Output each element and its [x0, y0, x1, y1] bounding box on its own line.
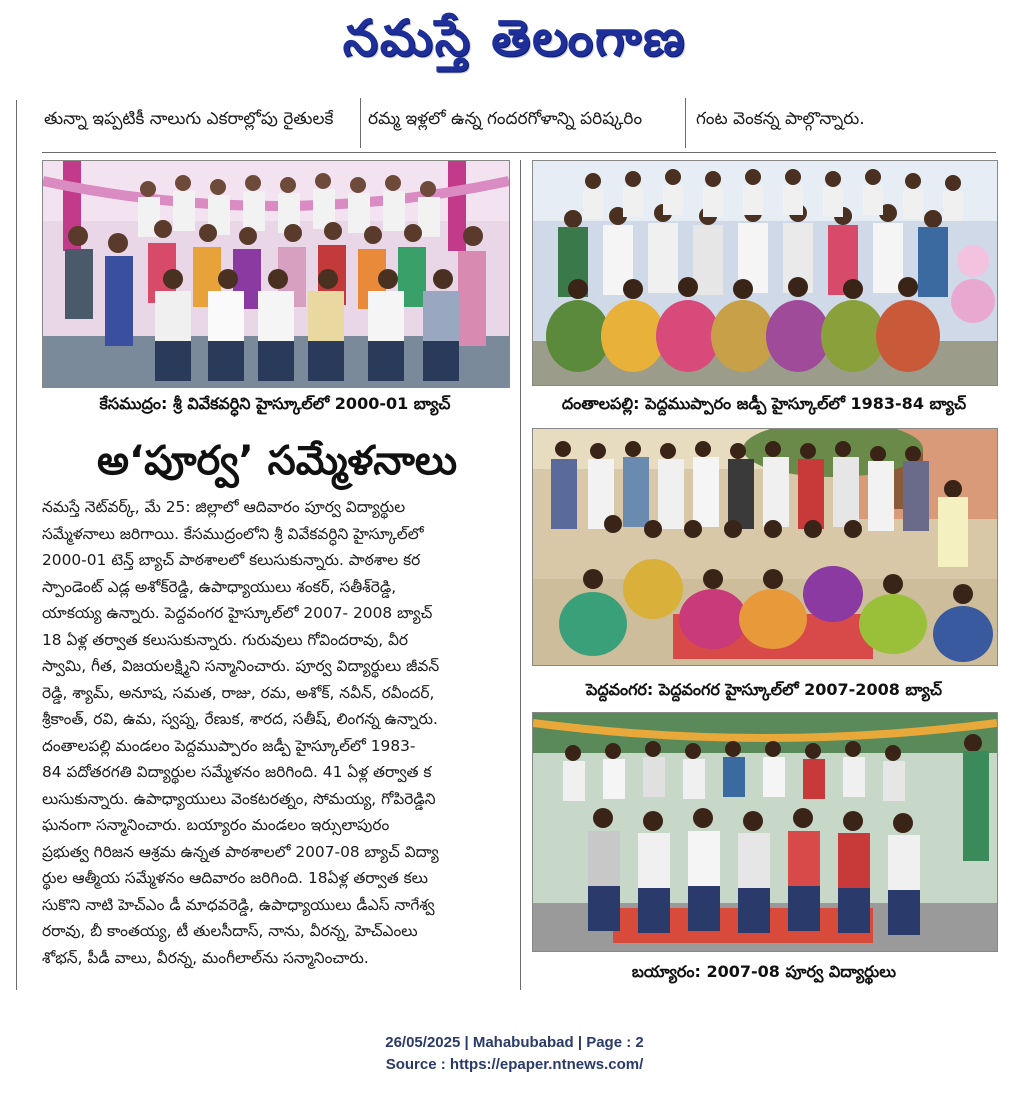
previous-article-strip — [40, 92, 998, 152]
article-line: ప్రభుత్వ గిరిజన ఆశ్రమ ఉన్నత పాఠశాలలో 2007-08 బ్యాచ్ విద్యా — [42, 842, 439, 861]
prev-column-2-line: రమ్మ ఇళ్లలో ఉన్న గందరగోళాన్ని పరిష్కరిం — [368, 109, 643, 129]
masthead — [0, 0, 1029, 88]
column-divider — [520, 160, 521, 990]
prev-column-3-line: గంట వెంకన్న పాల్గొన్నారు. — [696, 109, 865, 129]
article-line: 84 పదోతరగతి విద్యార్థుల సమ్మేళనం జరిగింది. 41 ఏళ్ల తర్వాత క — [42, 763, 432, 781]
article-line: శోభన్, పీడీ వాలు, వీరన్న, మంగీలాల్‌ను సన్మానించారు. — [42, 948, 369, 967]
column-divider — [360, 98, 361, 148]
article-line: ర్థుల ఆత్మీయ సమ్మేళనం ఆదివారం జరిగింది. 18ఏళ్ల తర్వాత కలు — [42, 869, 428, 887]
article-line: సుకొని నాటి హెచ్‌ఎం డీ మాధవరెడ్డి, ఉపాధ్యాయులు డీఎస్ నాగేశ్వ — [42, 895, 435, 914]
article-line: శ్రీకాంత్, రవి, ఉమ, స్వప్న, రేణుక, శారద, సతీష్, లింగన్న ఉన్నారు. — [42, 710, 438, 728]
footer-source-link[interactable]: Source : https://epaper.ntnews.com/ — [385, 1056, 644, 1073]
article-line: స్పాండెంట్ ఎడ్ల అశోక్‌రెడ్డి, ఉపాధ్యాయులు శంకర్, సతీశ్‌రెడ్డి, — [42, 577, 397, 596]
article-line: 2000-01 టెన్త్ బ్యాచ్ పాఠశాలలో కలుసుకున్నారు. పాఠశాల కర — [42, 551, 421, 569]
column-divider — [685, 98, 686, 148]
article-line: లుసుకున్నారు. ఉపాధ్యాయులు వెంకటరత్నం, సోమయ్య, గోపిరెడ్డిని — [42, 789, 436, 808]
prev-column-2 — [368, 92, 668, 148]
page-footer — [0, 1032, 1029, 1076]
article-line: సమ్మేళనాలు జరిగాయి. కేసముద్రంలోని శ్రీ వివేకవర్ధిని హైస్కూల్‌లో — [42, 524, 424, 543]
photo-caption-peddavangara: పెద్దవంగర: పెద్దవంగర హైస్కూల్‌లో 2007-2008 బ్యాచ్ — [585, 680, 943, 699]
article-headline: అ‘పూర్వ’ సమ్మేళనాలు — [96, 438, 458, 484]
article-line: స్వామి, గీత, విజయలక్ష్మిని సన్మానించారు. పూర్వ విద్యార్థులు జీవన్ — [42, 657, 440, 675]
photo-caption-kesamudram: కేసముద్రం: శ్రీ వివేకవర్ధిని హైస్కూల్‌లో 2000-01 బ్యాచ్ — [99, 394, 451, 413]
photo-caption-danthalapalli: దంతాలపల్లి: పెద్దముప్పారం జడ్పీ హైస్కూల్‌లో 1983-84 బ్యాచ్ — [561, 394, 967, 413]
article-body — [42, 494, 512, 994]
article-line: దంతాలపల్లి మండలం పెద్దముప్పారం జడ్పీ హైస్కూల్‌లో 1983- — [42, 736, 416, 755]
article-line: 18 ఏళ్ల తర్వాత కలుసుకున్నారు. గురువులు గోవిందరావు, వీర — [42, 630, 409, 649]
prev-column-1 — [44, 92, 354, 148]
photo-bayyaram — [532, 712, 998, 952]
article-line: నమస్తే నెట్‌వర్క్, మే 25: జిల్లాలో ఆదివారం పూర్వ విద్యార్థుల — [42, 498, 406, 516]
article-line: రెడ్డి, శ్యామ్, అనూష, సమత, రాజు, రమ, అశోక్, నవీన్, రవీందర్, — [42, 683, 435, 702]
article-line: రరావు, బీ కాంతయ్య, టీ తులసీదాస్, నాను, వీరన్న, హెచ్‌ఎంలు — [42, 922, 418, 940]
photo-caption-bayyaram: బయ్యారం: 2007-08 పూర్వ విద్యార్థులు — [631, 962, 897, 981]
article-line: యాకయ్య ఉన్నారు. పెద్దవంగర హైస్కూల్‌లో 2007- 2008 బ్యాచ్ — [42, 604, 433, 622]
photo-kesamudram — [42, 160, 510, 388]
section-divider — [42, 152, 996, 153]
prev-column-3 — [696, 92, 996, 148]
photo-peddavangara — [532, 428, 998, 666]
prev-column-1-line: తున్నా ఇప్పటికీ నాలుగు ఎకరాల్లోపు రైతులకే — [44, 109, 334, 129]
photo-danthalapalli — [532, 160, 998, 386]
article-line: ఘనంగా సన్మానించారు. బయ్యారం మండలం ఇర్సులాపురం — [42, 816, 390, 834]
newspaper-logo: నమస్తే తెలంగాణ — [342, 8, 687, 67]
footer-edition-info: 26/05/2025 | Mahabubabad | Page : 2 — [385, 1034, 644, 1051]
page-margin-rule — [16, 100, 17, 990]
